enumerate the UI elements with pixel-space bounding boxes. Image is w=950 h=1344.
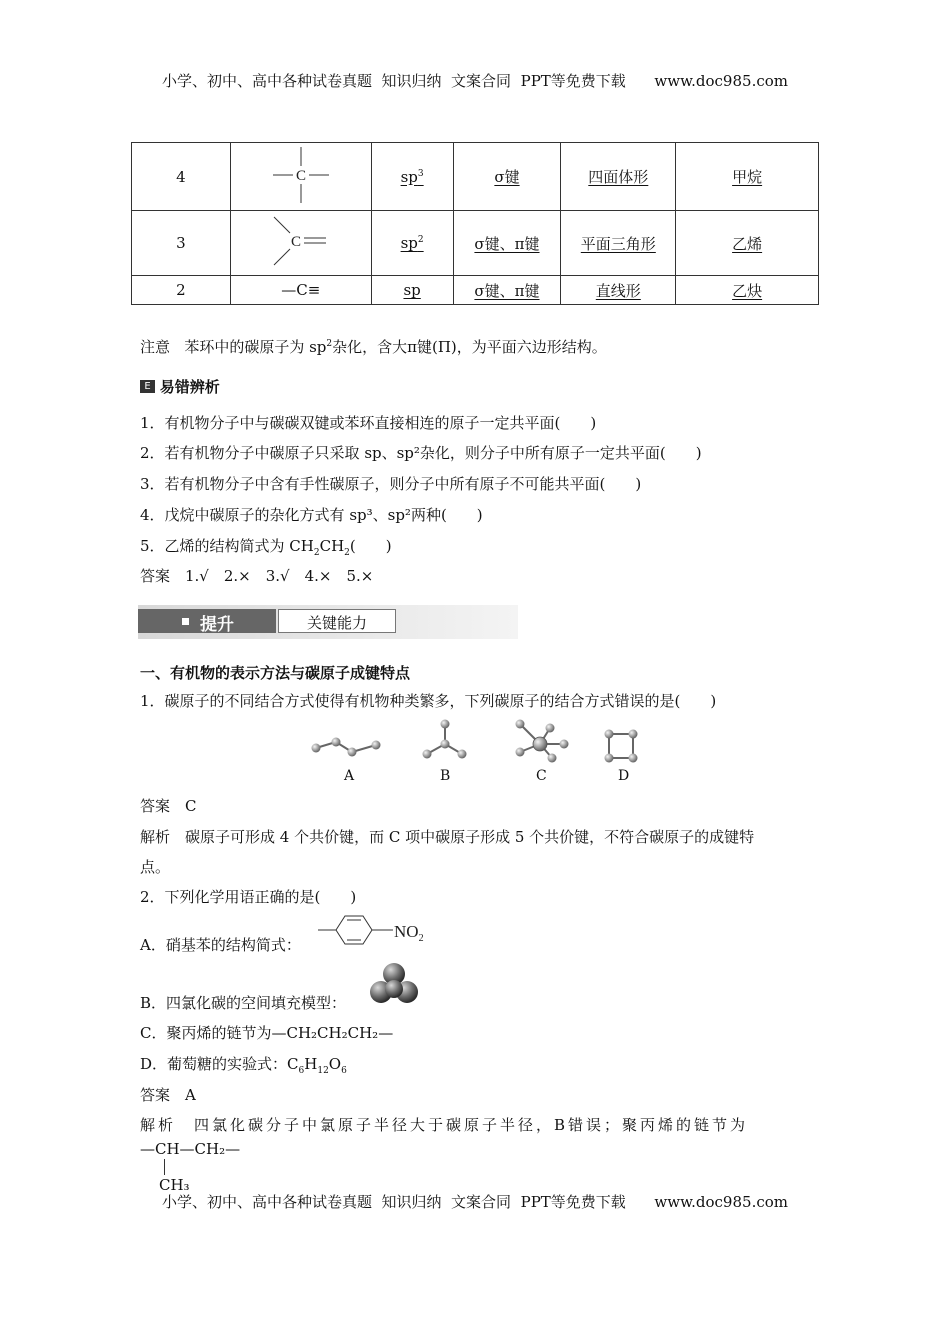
bond-count: 4 (132, 143, 231, 211)
sp3-carbon-diagram (271, 145, 331, 205)
hybridization-table (131, 142, 819, 305)
nitrobenzene-structure (316, 910, 441, 950)
structure-sp2 (230, 211, 371, 276)
option-label-a: A (344, 768, 355, 784)
option-label-d: D (618, 768, 630, 784)
page-header: 小学、初中、高中各种试卷真题 知识归纳 文案合同 PPT等免费下载 www.doc985.com (161, 72, 788, 90)
section-bar-subtitle: 关键能力 (306, 614, 367, 632)
option-label-b: B (440, 768, 451, 784)
q1-answer: 答案 C (140, 797, 197, 815)
error-item-3: 3．若有机物分子中含有手性碳原子，则分子中所有原子不可能共平面( ) (140, 475, 642, 493)
ccl4-space-filling-model (368, 962, 420, 1008)
svg-text:C: C (295, 167, 306, 184)
errors-answer: 答案 1.√ 2.× 3.√ 4.× 5.× (140, 567, 374, 585)
error-item-4: 4．戊烷中碳原子的杂化方式有 sp³、sp²两种( ) (140, 506, 483, 524)
q2-option-b: B．四氯化碳的空间填充模型： (140, 994, 347, 1012)
bond-type: σ键、π键 (474, 281, 540, 300)
q2-option-d: D．葡萄糖的实验式：$C_6H_{12}O_6$ (140, 1055, 347, 1076)
model-d (605, 730, 638, 763)
model-c (516, 720, 569, 763)
geometry: 直线形 (595, 281, 641, 300)
section-marker-icon: E (140, 380, 155, 393)
sp2-carbon-diagram (266, 213, 336, 269)
q2-analysis: 解析 四氯化碳分子中氯原子半径大于碳原子半径，B错误；聚丙烯的链节为 (140, 1116, 749, 1134)
geometry: 平面三角形 (580, 234, 656, 253)
structure-sp3 (230, 143, 371, 211)
q2-answer: 答案 A (140, 1086, 196, 1104)
q1-analysis-line2: 点。 (140, 858, 171, 876)
hybrid-type: sp (403, 281, 421, 299)
table-row (132, 276, 819, 305)
note-line: 注意 苯环中的碳原子为 $sp^2$杂化，含大π键(Π)，为平面六边形结构。 (140, 338, 607, 356)
nitro-group-label: $NO_2$ (394, 922, 424, 944)
chain-methyl: CH₃ (159, 1176, 190, 1194)
table-row (132, 143, 819, 211)
question-1: 1．碳原子的不同结合方式使得有机物种类繁多，下列碳原子的结合方式错误的是( ) (140, 692, 717, 710)
hybrid-type: $sp^2$ (400, 234, 424, 252)
q2-option-c: C．聚丙烯的链节为—CH₂CH₂CH₂— (140, 1024, 394, 1042)
question-2: 2．下列化学用语正确的是( ) (140, 888, 357, 906)
bond-type: σ键 (494, 168, 520, 186)
bond-type: σ键、π键 (474, 234, 540, 253)
model-a (312, 738, 381, 757)
svg-text:C: C (290, 234, 301, 250)
square-bullet-icon (182, 618, 189, 625)
q1-analysis-line1: 解析 碳原子可形成 4 个共价键，而 C 项中碳原子形成 5 个共价键，不符合碳原子的成键特 (140, 828, 755, 846)
structure-sp: —C≡ (230, 276, 371, 305)
table-row (132, 211, 819, 276)
example-molecule: 乙烯 (732, 234, 763, 253)
part1-title: 一、有机物的表示方法与碳原子成键特点 (140, 664, 411, 682)
error-item-2: 2．若有机物分子中碳原子只采取 sp、sp²杂化，则分子中所有原子一定共平面( ) (140, 444, 702, 462)
model-b (423, 720, 467, 759)
error-item-5: 5．乙烯的结构简式为 $CH_2CH_2$( ) (140, 537, 392, 558)
section-bar (138, 605, 518, 639)
example-molecule: 甲烷 (732, 168, 763, 186)
q2-option-a: A．硝基苯的结构简式： (140, 936, 301, 954)
section-bar-title: 提升 (200, 615, 234, 635)
geometry: 四面体形 (588, 168, 649, 186)
errors-heading: E 易错辨析 (140, 376, 220, 397)
bond-count: 2 (132, 276, 231, 305)
polypropylene-unit (140, 1140, 280, 1196)
error-item-1: 1．有机物分子中与碳碳双键或苯环直接相连的原子一定共平面( ) (140, 414, 597, 432)
example-molecule: 乙炔 (732, 281, 763, 300)
hybrid-type: $sp^3$ (400, 167, 424, 186)
option-label-c: C (536, 768, 547, 784)
chain-top: —CH—CH₂— (140, 1140, 241, 1158)
bond-count: 3 (132, 211, 231, 276)
page-footer: 小学、初中、高中各种试卷真题 知识归纳 文案合同 PPT等免费下载 www.doc985.com (161, 1193, 788, 1211)
note-label: 注意 (140, 338, 171, 356)
